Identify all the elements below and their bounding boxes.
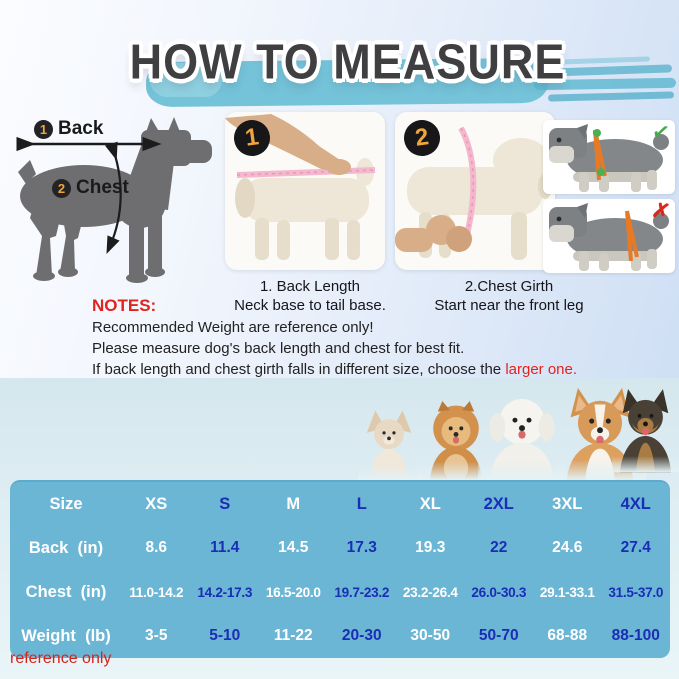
step-2-badge: 2 [402, 118, 443, 159]
step-1-caption-sub: Neck base to tail base. [234, 297, 386, 314]
col-header-xs: XS [145, 494, 168, 513]
row-label-chest: Chest (in) [25, 582, 107, 601]
notes-heading: NOTES: [92, 296, 157, 315]
chest-value: 14.2-17.3 [197, 584, 253, 600]
col-header-s: S [219, 494, 231, 513]
back-label-text: Back [58, 118, 104, 139]
bichon-icon [478, 392, 566, 480]
col-header-2xl: 2XL [483, 494, 514, 513]
step-1-badge: 1 [232, 118, 273, 159]
weight-value: 11-22 [273, 627, 313, 644]
back-value: 22 [490, 539, 508, 556]
step-2-caption-sub: Start near the front leg [434, 297, 584, 314]
back-value: 14.5 [278, 539, 309, 556]
reference-only-note: reference only [10, 650, 112, 667]
good-fit-photo [543, 120, 675, 194]
col-header-l: L [356, 494, 367, 513]
col-header-4xl: 4XL [620, 494, 651, 513]
weight-value: 20-30 [341, 627, 382, 644]
col-header-m: M [286, 494, 301, 513]
weight-value: 68-88 [547, 627, 588, 644]
note-line-2: Please measure dog's back length and chest for best fit. [92, 340, 465, 357]
back-value: 24.6 [552, 539, 583, 556]
weight-value: 50-70 [478, 627, 519, 644]
col-header-size: Size [49, 494, 83, 513]
step-1-caption [222, 277, 398, 315]
weight-value: 88-100 [611, 627, 660, 644]
chest-value: 26.0-30.3 [471, 584, 527, 600]
col-header-3xl: 3XL [552, 494, 583, 513]
badge-2-icon: 2 [52, 179, 71, 198]
cross-icon: ✗ [650, 198, 673, 225]
chest-value: 16.5-20.0 [265, 584, 321, 600]
check-icon: ✓ [650, 119, 672, 146]
step-1-photo [225, 112, 385, 270]
step-2-photo [395, 112, 555, 270]
note-line-3-text: If back length and chest girth falls in different size, choose the [92, 361, 506, 378]
back-value: 11.4 [210, 539, 240, 556]
row-label-back: Back (in) [28, 538, 104, 557]
note-line-1: Recommended Weight are reference only! [92, 319, 374, 336]
back-value: 8.6 [145, 539, 168, 556]
step-2-caption-title: 2.Chest Girth [464, 278, 554, 295]
chest-row [10, 570, 670, 614]
bad-fit-photo [543, 199, 675, 273]
back-measure-label [34, 118, 103, 140]
size-header-row [10, 482, 670, 526]
step-1-caption-title: 1. Back Length [259, 278, 361, 295]
page-title: HOW TO MEASURE [129, 33, 566, 90]
chest-value: 23.2-26.4 [402, 584, 458, 600]
german-shepherd-icon [612, 380, 679, 480]
size-chart-table [10, 482, 670, 658]
note-line-3-highlight: larger one. [505, 361, 578, 378]
chest-value: 29.1-33.1 [539, 584, 595, 600]
chihuahua-icon [358, 408, 420, 480]
note-line-3 [92, 361, 577, 378]
chest-value: 19.7-23.2 [334, 584, 390, 600]
weight-value: 30-50 [410, 627, 451, 644]
size-chart-panel [10, 480, 670, 658]
back-value: 27.4 [620, 539, 651, 556]
chest-label-text: Chest [76, 177, 129, 198]
back-value: 17.3 [346, 539, 377, 556]
step-2-caption [418, 277, 600, 315]
weight-value: 5-10 [209, 627, 241, 644]
back-value: 19.3 [415, 539, 446, 556]
chest-value: 31.5-37.0 [608, 584, 664, 600]
col-header-xl: XL [419, 494, 441, 513]
row-label-weight: Weight (lb) [21, 626, 111, 645]
weight-value: 3-5 [145, 627, 168, 644]
back-row [10, 526, 670, 570]
badge-1-icon: 1 [34, 120, 53, 139]
chest-value: 11.0-14.2 [129, 584, 184, 600]
chest-measure-label [52, 177, 129, 199]
